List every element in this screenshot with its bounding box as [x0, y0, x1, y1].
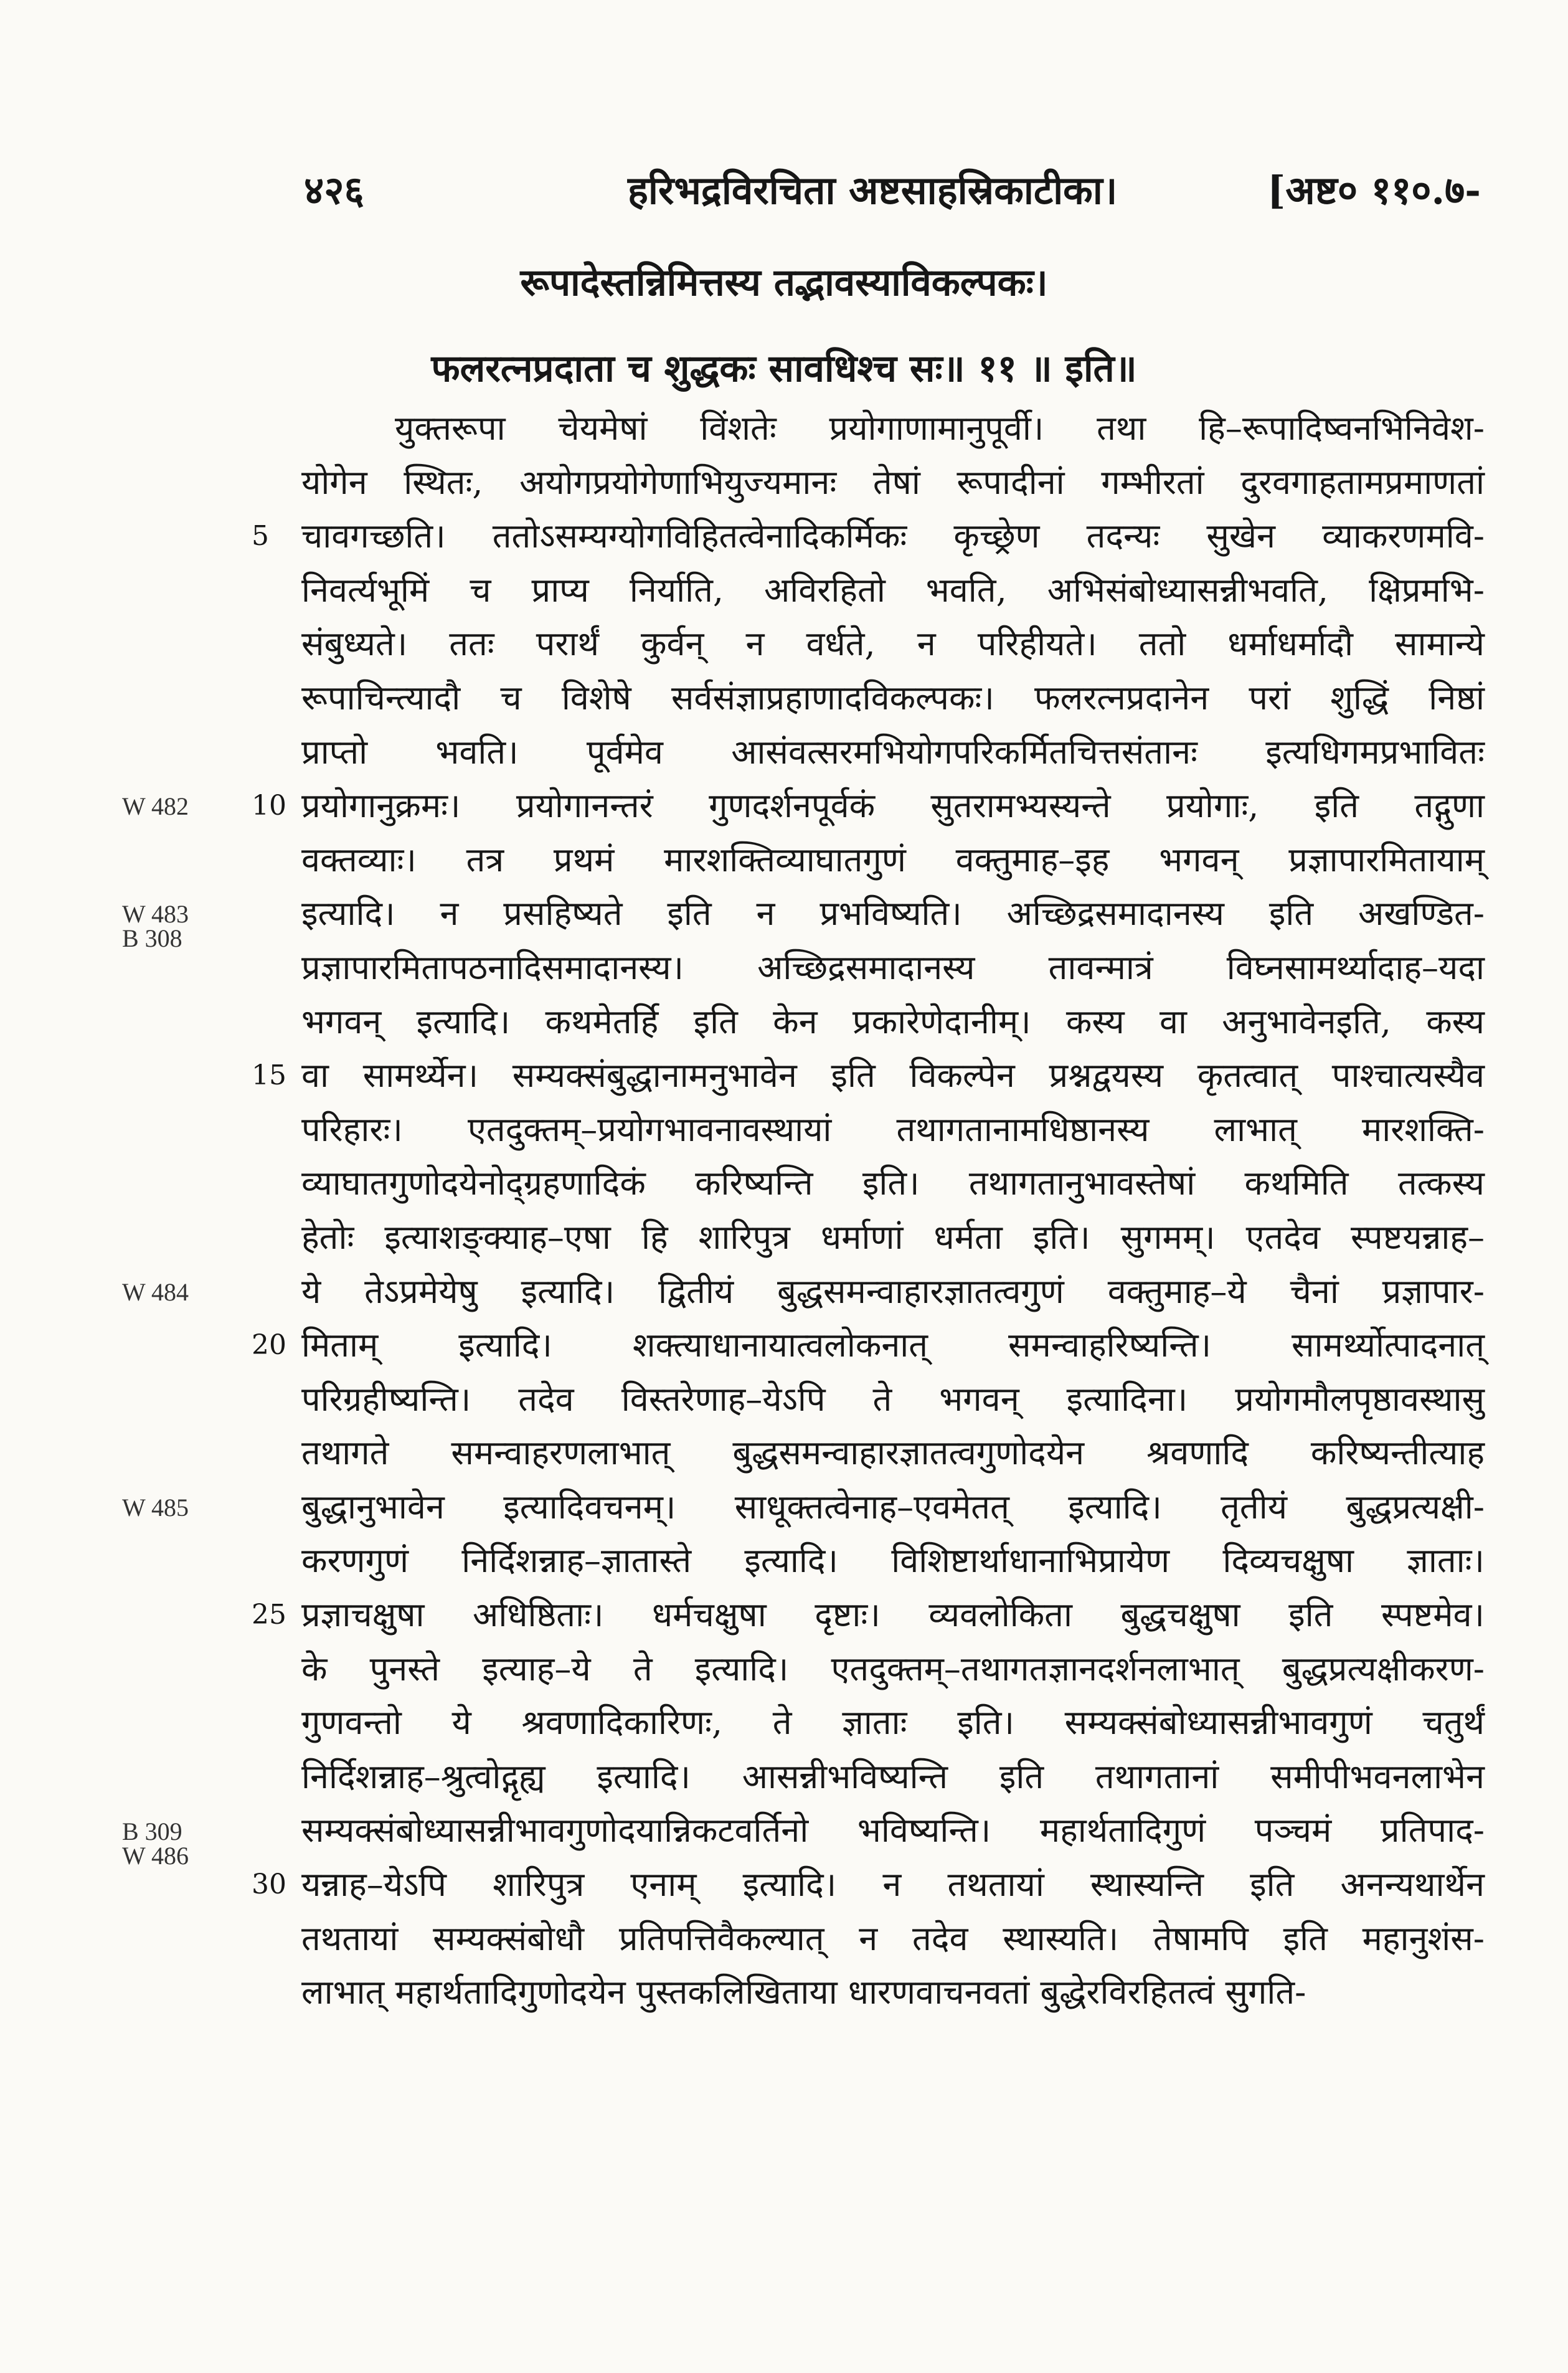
line-text: इत्यादि। न प्रसहिष्यते इति न प्रभविष्यति। अच्छिद्रसमादानस्य इति अखण्डित-: [301, 894, 1485, 934]
text-line: [301, 1103, 1485, 1157]
text-line: [301, 1966, 1485, 2020]
text-line: [301, 1534, 1485, 1588]
line-number: 15: [252, 1059, 286, 1092]
text-line: [252, 509, 1485, 564]
text-line: [301, 1426, 1485, 1480]
text-line: [301, 1912, 1485, 1966]
line-text: निवर्त्यभूमिं च प्राप्य निर्याति, अविरहितो भवति, अभिसंबोध्यासन्नीभवति, क्षिप्रमभि-: [301, 570, 1485, 610]
line-text: मिताम् इत्यादि। शक्त्याधानायात्वलोकनात् समन्वाहरिष्यन्ति। सामर्थ्योत्पादनात्: [301, 1325, 1485, 1365]
line-text: युक्तरूपा चेयमेषां विंशतेः प्रयोगाणामानुपूर्वी। तथा हि–रूपादिष्वनभिनिवेश-: [395, 409, 1485, 448]
text-line: [301, 564, 1485, 618]
page-number: ४२६: [304, 168, 364, 213]
line-text: के पुनस्ते इत्याह–ये ते इत्यादि। एतदुक्तम्–तथागतज्ञानदर्शनलाभात् बुद्धप्रत्यक्षीकरण-: [301, 1649, 1485, 1689]
line-number: 20: [252, 1329, 286, 1362]
text-line: [301, 726, 1485, 780]
commentary-body: [252, 402, 1485, 2020]
line-number: 25: [252, 1599, 286, 1631]
text-line: [301, 1750, 1485, 1804]
line-text: तथागते समन्वाहरणलाभात् बुद्धसमन्वाहारज्ञातत्वगुणोदयेन श्रवणादि करिष्यन्तीत्याह: [301, 1433, 1485, 1473]
text-line: [301, 1211, 1485, 1265]
text-line: [252, 779, 1485, 833]
line-text: यन्नाह–येऽपि शारिपुत्र एनाम् इत्यादि। न तथतायां स्थास्यन्ति इति अनन्यथार्थेन: [301, 1865, 1485, 1905]
line-text: लाभात् महार्थतादिगुणोदयेन पुस्तकलिखिताया धारणवाचनवतां बुद्धेरविरहितत्वं सुगति-: [301, 1973, 1306, 2012]
margin-note: W 486: [122, 1841, 189, 1870]
line-number: 30: [252, 1869, 286, 1901]
line-text: योगेन स्थितः, अयोगप्रयोगेणाभियुज्यमानः तेषां रूपादीनां गम्भीरतां दुरवगाहतामप्रमाणतां: [301, 462, 1485, 502]
line-text: बुद्धानुभावेन इत्यादिवचनम्। साधूक्तत्वेनाह–एवमेतत् इत्यादि। तृतीयं बुद्धप्रत्यक्षी-: [301, 1487, 1485, 1527]
margin-note: W 482: [122, 792, 189, 821]
text-line: [301, 887, 1485, 941]
text-line: [301, 671, 1485, 726]
text-line: [301, 617, 1485, 671]
text-line: [301, 1696, 1485, 1750]
running-header: [304, 163, 1481, 219]
margin-note: W 483: [122, 900, 189, 929]
line-text: तथतायां सम्यक्संबोधौ प्रतिपत्तिवैकल्यात् न तदेव स्थास्यति। तेषामपि इति महानुशंस-: [301, 1918, 1485, 1958]
text-line: [252, 1858, 1485, 1912]
text-line: [301, 456, 1485, 510]
margin-note: W 484: [122, 1277, 189, 1306]
line-text: प्रज्ञाचक्षुषा अधिष्ठिताः। धर्मचक्षुषा दृष्टाः। व्यवलोकिता बुद्धचक्षुषा इति स्पष्टमेव।: [301, 1595, 1485, 1635]
margin-note: B 308: [122, 924, 182, 953]
line-text: प्राप्तो भवति। पूर्वमेव आसंवत्सरमभियोगपरिकर्मितचित्तसंतानः इत्यधिगमप्रभावितः: [301, 732, 1485, 772]
text-line: [301, 833, 1485, 888]
line-text: प्रज्ञापारमितापठनादिसमादानस्य। अच्छिद्रसमादानस्य तावन्मात्रं विघ्नसामर्थ्यादाह–यदा: [301, 947, 1485, 987]
text-line: [301, 1373, 1485, 1427]
line-text: हेतोः इत्याशङ्क्याह–एषा हि शारिपुत्र धर्माणां धर्मता इति। सुगमम्। एतदेव स्पष्टयन्नाह–: [301, 1217, 1485, 1257]
line-text: संबुध्यते। ततः परार्थं कुर्वन् न वर्धते, न परिहीयते। ततो धर्माधर्मादौ सामान्ये: [301, 624, 1485, 664]
verse-reference: [अष्ट० ११०.७-: [1267, 168, 1481, 213]
line-text: सम्यक्संबोध्यासन्नीभावगुणोदयान्निकटवर्तिनो भविष्यन्ति। महार्थतादिगुणं पञ्चमं प्रतिपाद-: [301, 1811, 1485, 1850]
line-text: चावगच्छति। ततोऽसम्यग्योगविहितत्वेनादिकर्मिकः कृच्छ्रेण तदन्यः सुखेन व्याकरणमवि-: [301, 516, 1485, 556]
margin-note: W 485: [122, 1494, 189, 1522]
text-line: [301, 995, 1485, 1049]
text-line: [301, 402, 1485, 456]
line-number: 10: [252, 790, 286, 822]
line-text: परिहारः। एतदुक्तम्–प्रयोगभावनावस्थायां तथागतानामधिष्ठानस्य लाभात् मारशक्ति-: [301, 1109, 1485, 1149]
line-text: करणगुणं निर्दिशन्नाह–ज्ञातास्ते इत्यादि। विशिष्टार्थाधानाभिप्रायेण दिव्यचक्षुषा ज्ञाताः।: [301, 1541, 1485, 1581]
text-line: [301, 941, 1485, 995]
running-title: हरिभद्रविरचिता अष्टसाहस्रिकाटीका।: [628, 168, 1118, 213]
verse-line-2: फलरत्नप्रदाता च शुद्धकः सावधिश्च सः॥ ११ ॥ इति॥: [431, 347, 1137, 391]
line-text: वक्तव्याः। तत्र प्रथमं मारशक्तिव्याघातगुणं वक्तुमाह–इह भगवन् प्रज्ञापारमितायाम्: [301, 840, 1485, 879]
text-line: [301, 1157, 1485, 1211]
text-line: [252, 1319, 1485, 1373]
line-text: व्याघातगुणोदयेनोद्ग्रहणादिकं करिष्यन्ति इति। तथागतानुभावस्तेषां कथमिति तत्कस्य: [301, 1163, 1485, 1203]
text-line: [301, 1642, 1485, 1697]
line-text: रूपाचिन्त्यादौ च विशेषे सर्वसंज्ञाप्रहाणादविकल्पकः। फलरत्नप्रदानेन परां शुद्धिं निष्ठां: [301, 678, 1485, 718]
text-line: [301, 1804, 1485, 1858]
text-line: [301, 1265, 1485, 1319]
line-text: प्रयोगानुक्रमः। प्रयोगानन्तरं गुणदर्शनपूर्वकं सुतरामभ्यस्यन्ते प्रयोगाः, इति तद्गुणा: [301, 786, 1485, 826]
line-text: गुणवन्तो ये श्रवणादिकारिणः, ते ज्ञाताः इति। सम्यक्संबोध्यासन्नीभावगुणं चतुर्थं: [301, 1703, 1485, 1743]
line-number: 5: [252, 520, 269, 552]
line-text: निर्दिशन्नाह–श्रुत्वोद्गृह्य इत्यादि। आसन्नीभविष्यन्ति इति तथागतानां समीपीभवनलाभेन: [301, 1756, 1485, 1796]
margin-note: B 309: [122, 1817, 182, 1845]
line-text: ये तेऽप्रमेयेषु इत्यादि। द्वितीयं बुद्धसमन्वाहारज्ञातत्वगुणं वक्तुमाह–ये चैनां प्रज्ञापार-: [301, 1271, 1485, 1311]
line-text: भगवन् इत्यादि। कथमेतर्हि इति केन प्रकारेणेदानीम्। कस्य वा अनुभावेनइति, कस्य: [301, 1002, 1485, 1041]
verse-line-1: रूपादेस्तन्निमित्तस्य तद्भावस्याविकल्पकः।: [520, 261, 1048, 305]
text-line: [252, 1049, 1485, 1103]
line-text: परिग्रहीष्यन्ति। तदेव विस्तरेणाह–येऽपि ते भगवन् इत्यादिना। प्रयोगमौलपृष्ठावस्थासु: [301, 1379, 1485, 1419]
line-text: वा सामर्थ्येन। सम्यक्संबुद्धानामनुभावेन इति विकल्पेन प्रश्नद्वयस्य कृतत्वात् पाश्चात्यस्यैव: [301, 1056, 1485, 1096]
text-line: [252, 1588, 1485, 1642]
text-line: [301, 1480, 1485, 1535]
